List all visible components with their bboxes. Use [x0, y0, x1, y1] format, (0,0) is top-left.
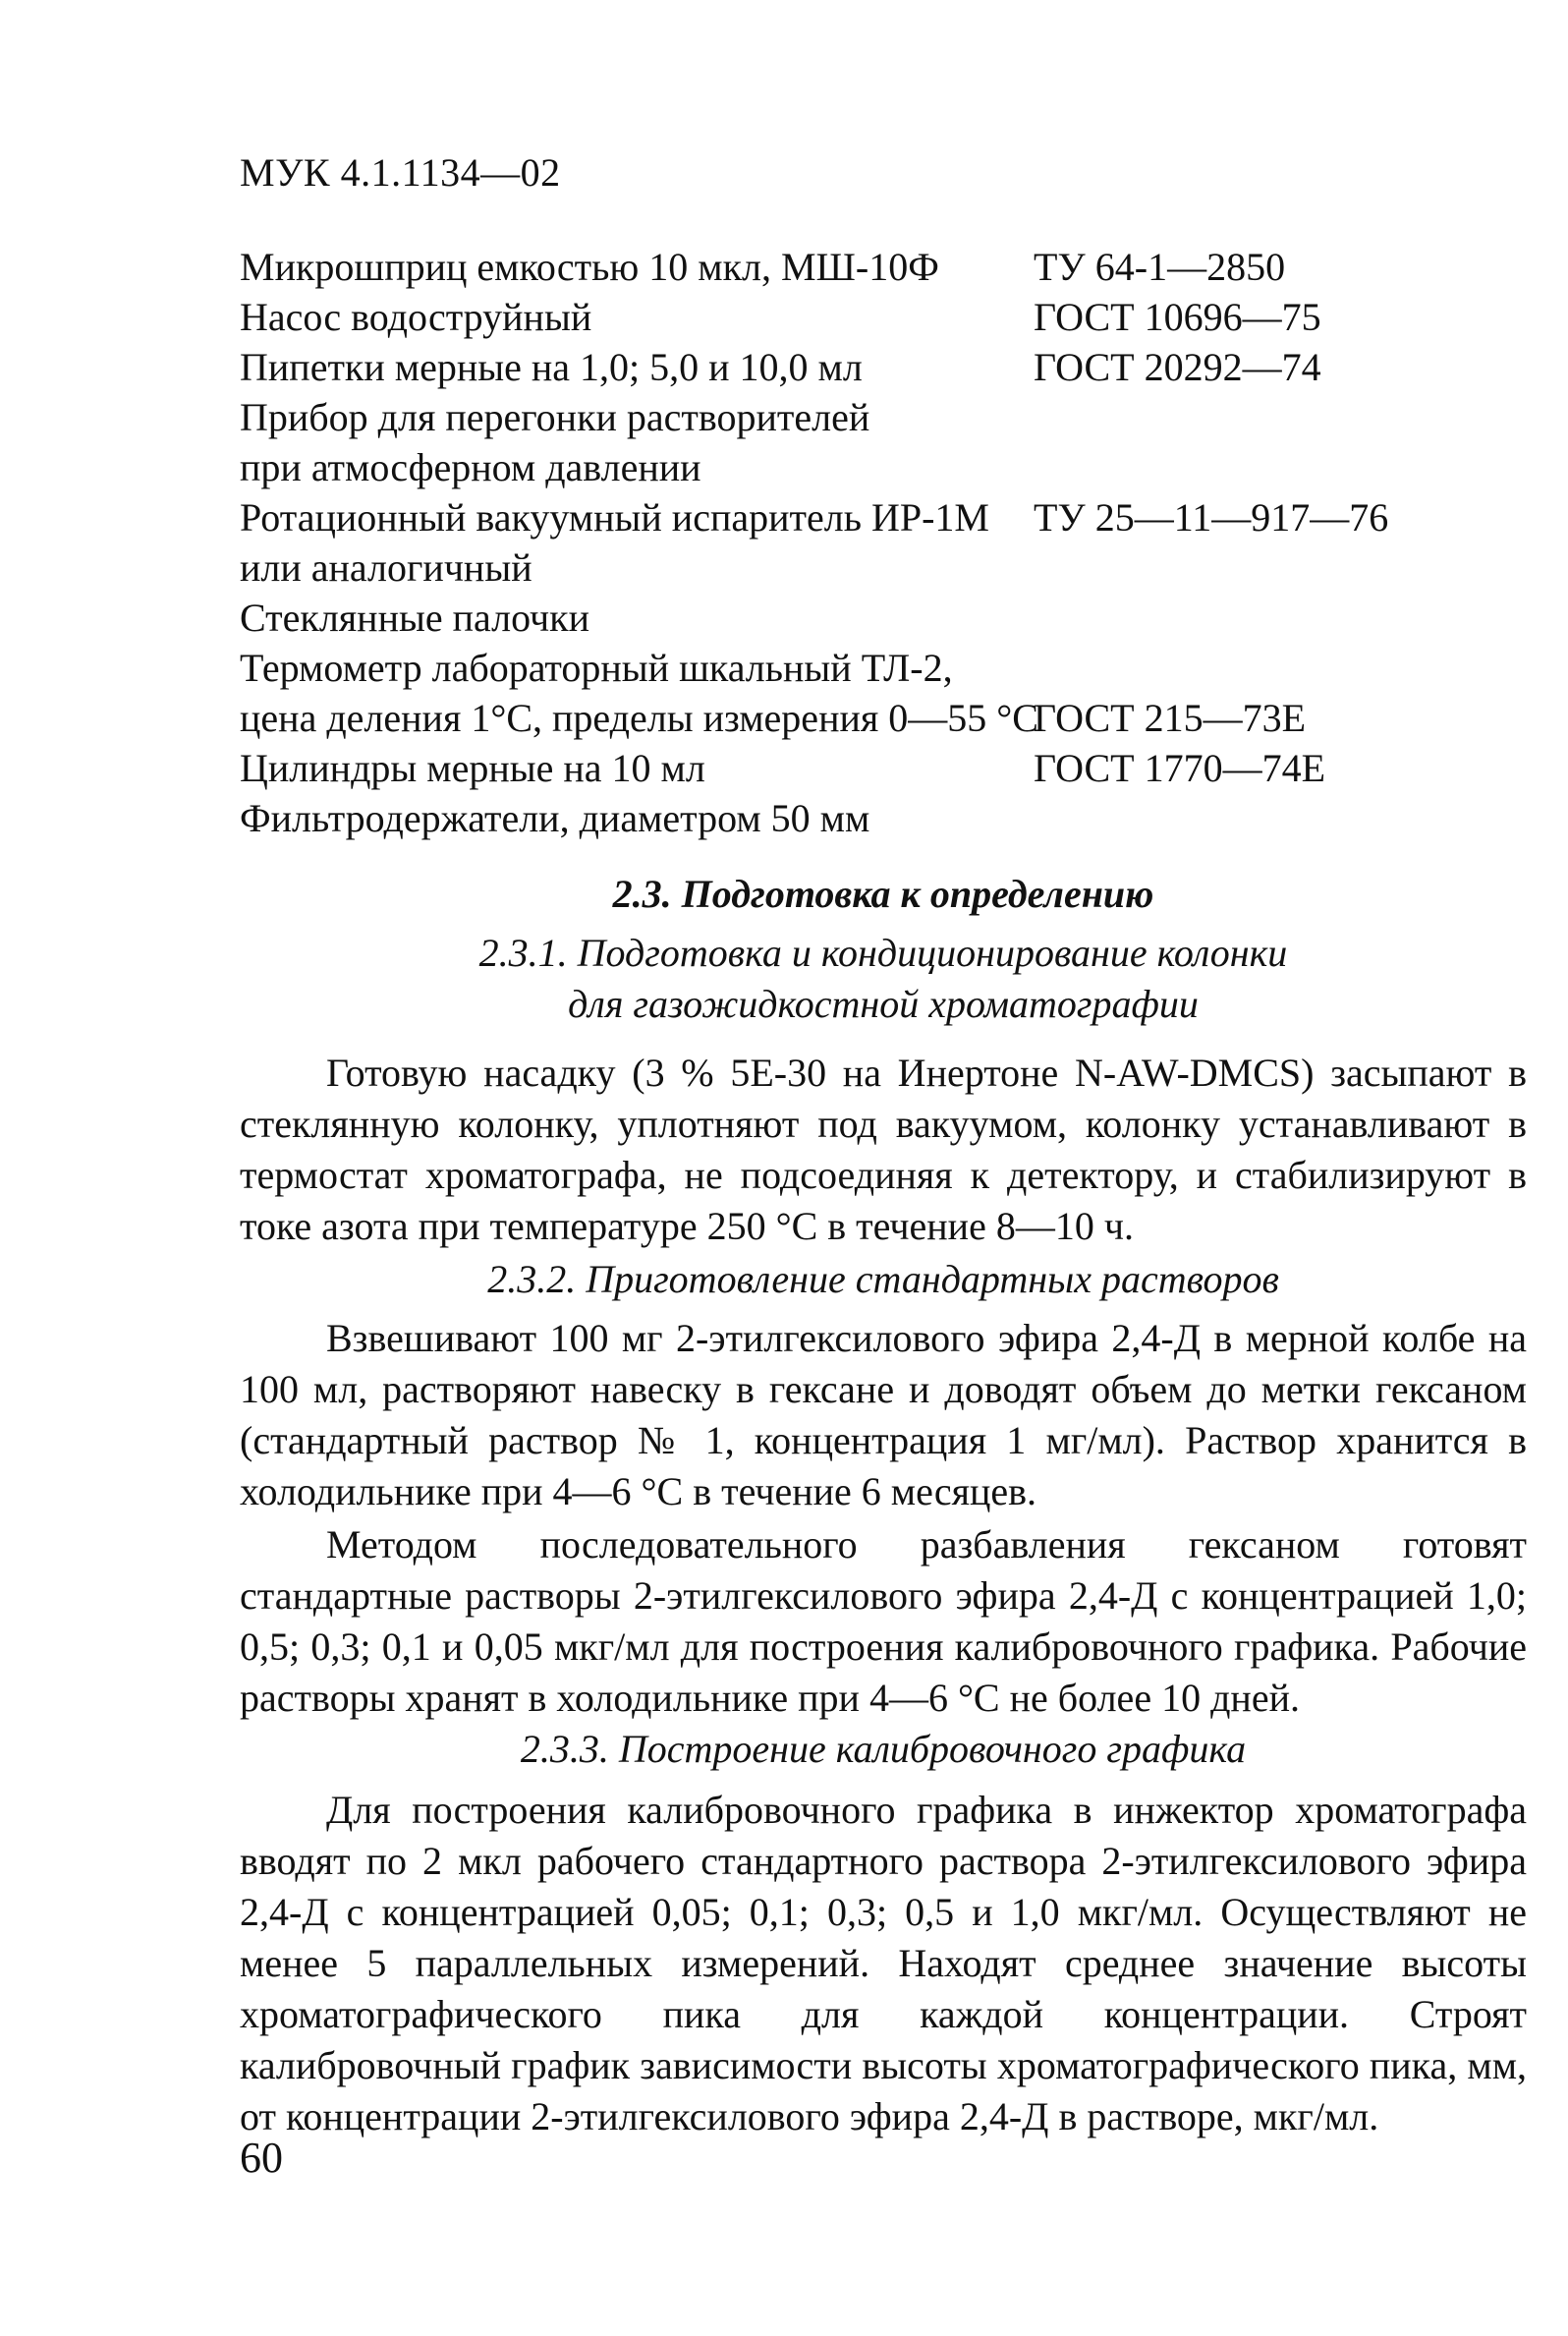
equipment-standard — [1034, 542, 1419, 593]
equipment-name: Пипетки мерные на 1,0; 5,0 и 10,0 мл — [240, 345, 863, 389]
equipment-standard: ГОСТ 20292—74 — [1034, 345, 1321, 389]
equipment-row — [240, 342, 1419, 392]
page-number: 60 — [240, 2134, 283, 2182]
equipment-standard: ТУ 64-1—2850 — [1034, 245, 1286, 289]
equipment-list — [240, 242, 1419, 843]
equipment-standard — [1034, 793, 1419, 843]
equipment-standard — [1034, 442, 1419, 492]
equipment-row — [240, 643, 1419, 693]
equipment-row — [240, 242, 1419, 292]
dilution-paragraph: Методом последовательного разбавления гексаном готовят стандартные растворы 2-этилгексилового эфира 2,4-Д с концентрацией 1,0; 0,5; 0,3; 0,1 и 0,05 мкг/мл для построения калибровочного графика. Рабочие растворы хранят в холодильнике при 4—6 °С не более 10 дней. — [240, 1522, 1527, 1720]
equipment-row — [240, 442, 1419, 492]
equipment-row — [240, 693, 1419, 743]
equipment-standard — [1034, 392, 1419, 442]
section-2-3-3-heading: 2.3.3. Построение калибровочного графика — [520, 1727, 1247, 1771]
equipment-standard: ГОСТ 10696—75 — [1034, 295, 1321, 339]
section-2-3-heading: 2.3. Подготовка к определению — [612, 872, 1154, 916]
equipment-row — [240, 292, 1419, 342]
equipment-name: Цилиндры мерные на 10 мл — [240, 746, 705, 790]
equipment-name: Стеклянные палочки — [240, 596, 590, 640]
equipment-row — [240, 793, 1419, 843]
calibration-paragraph: Для построения калибровочного графика в инжектор хроматографа вводят по 2 мкл рабочего стандартного раствора 2-этилгексилового эфира 2,4-Д с концентрацией 0,05; 0,1; 0,3; 0,5 и 1,0 мкг/мл. Осуществляют не менее 5 параллельных измерений. Находят среднее значение высоты хроматографического пика для каждой концентрации. Строят калибровочный график зависимости высоты хроматографического пика, мм, от концентрации 2-этилгексилового эфира 2,4-Д в растворе, мкг/мл. — [240, 1788, 1527, 2138]
equipment-standard: ГОСТ 1770—74Е — [1034, 746, 1326, 790]
equipment-name: Насос водоструйный — [240, 295, 592, 339]
equipment-name: или аналогичный — [240, 545, 532, 590]
equipment-row — [240, 392, 1419, 442]
equipment-row — [240, 542, 1419, 593]
equipment-row — [240, 492, 1419, 542]
standard-solution-paragraph: Взвешивают 100 мг 2-этилгексилового эфира 2,4-Д в мерной колбе на 100 мл, растворяют навеску в гексане и доводят объем до метки гексаном (стандартный раствор № 1, концентрация 1 мг/мл). Раствор хранится в холодильнике при 4—6 °С в течение 6 месяцев. — [240, 1316, 1527, 1513]
equipment-standard — [1034, 643, 1419, 693]
section-2-3-1-heading-line1: 2.3.1. Подготовка и кондиционирование колонки — [478, 931, 1288, 975]
equipment-name: при атмосферном давлении — [240, 445, 701, 489]
equipment-standard — [1034, 593, 1419, 643]
equipment-standard: ГОСТ 215—73Е — [1034, 696, 1307, 740]
document-code-header: МУК 4.1.1134—02 — [240, 150, 561, 195]
equipment-standard: ТУ 25—11—917—76 — [1034, 495, 1389, 540]
equipment-name: Ротационный вакуумный испаритель ИР-1М — [240, 495, 989, 540]
column-conditioning-paragraph: Готовую насадку (3 % 5Е-30 на Инертоне N-AW-DMCS) засыпают в стеклянную колонку, уплотняют под вакуумом, колонку устанавливают в термостат хроматографа, не подсоединяя к детектору, и стабилизируют в токе азота при температуре 250 °С в течение 8—10 ч. — [240, 1051, 1527, 1248]
equipment-row — [240, 593, 1419, 643]
section-2-3-2-heading: 2.3.2. Приготовление стандартных растворов — [487, 1257, 1279, 1301]
equipment-row — [240, 743, 1419, 793]
equipment-name: Микрошприц емкостью 10 мкл, МШ-10Ф — [240, 245, 939, 289]
equipment-name: Прибор для перегонки растворителей — [240, 395, 870, 439]
section-2-3-1-heading-line2: для газожидкостной хроматографии — [568, 982, 1199, 1026]
equipment-name: Термометр лабораторный шкальный ТЛ-2, — [240, 646, 953, 690]
equipment-name: Фильтродержатели, диаметром 50 мм — [240, 796, 870, 840]
equipment-name: цена деления 1°С, пределы измерения 0—55 °С — [240, 696, 1038, 740]
